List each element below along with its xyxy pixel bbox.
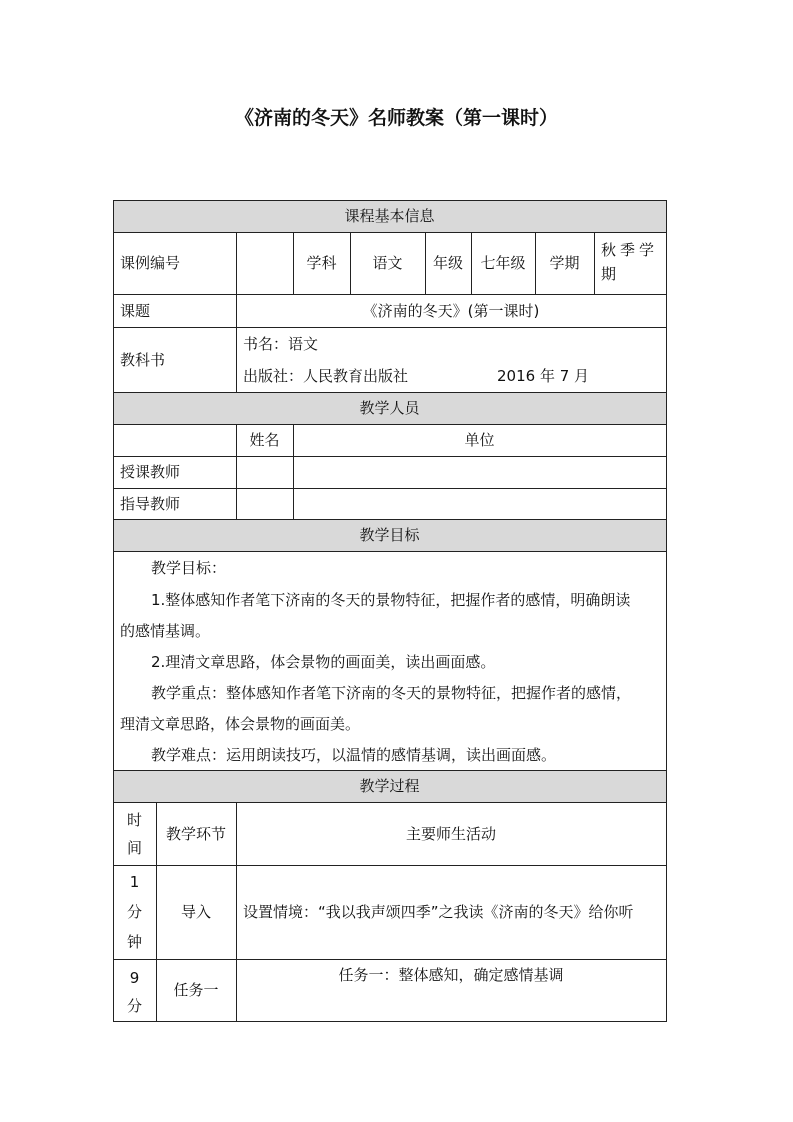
subject-value: 语文	[372, 254, 403, 272]
topic-label: 课题	[120, 301, 151, 320]
key-points: 教学重点：整体感知作者笔下济南的冬天的景物特征，把握作者的感情，	[151, 684, 632, 702]
row2-step: 任务一	[173, 981, 219, 999]
goal-item-1: 1.整体感知作者笔下济南的冬天的景物特征，把握作者的感情，明确朗读	[151, 591, 631, 609]
term-value: 秋季学 期	[601, 241, 659, 283]
staff-name-header: 姓名	[249, 431, 280, 449]
case-no-label: 课例编号	[120, 254, 181, 272]
row1-time: 1 分 钟	[126, 873, 142, 951]
textbook-publisher: 出版社：人民教育出版社	[243, 367, 409, 385]
row1-step: 导入	[180, 903, 211, 921]
goal-item-2: 2.理清文章思路，体会景物的画面美，读出画面感。	[151, 653, 496, 671]
step-header: 教学环节	[165, 824, 226, 843]
section-title: 教学目标	[359, 526, 420, 544]
section-title: 课程基本信息	[344, 207, 435, 225]
key-points-cont: 理清文章思路，体会景物的画面美。	[120, 715, 361, 733]
textbook-pub-date: 2016 年 7 月	[497, 367, 590, 385]
row2-time: 9 分	[126, 969, 142, 1015]
goals-heading: 教学目标：	[151, 559, 227, 577]
topic-value: 《济南的冬天》(第一课时)	[362, 301, 540, 320]
subject-label: 学科	[306, 254, 337, 272]
grade-value: 七年级	[480, 254, 526, 272]
difficult-points: 教学难点：运用朗读技巧，以温情的感情基调，读出画面感。	[151, 746, 557, 764]
goal-item-1-cont: 的感情基调。	[120, 622, 211, 640]
textbook-label: 教科书	[120, 350, 166, 369]
time-header: 时 间	[126, 810, 142, 857]
textbook-name: 书名：语文	[243, 335, 319, 353]
teacher-label: 授课教师	[120, 463, 181, 481]
term-label: 学期	[549, 254, 580, 272]
grade-label: 年级	[432, 254, 463, 272]
activity-header: 主要师生活动	[405, 824, 496, 843]
section-title: 教学过程	[359, 777, 420, 795]
section-header-process	[113, 770, 666, 802]
section-header-basic-info	[113, 200, 666, 232]
document-title: 《济南的冬天》名师教案（第一课时）	[234, 107, 558, 129]
section-header-staff	[113, 392, 666, 424]
case-no-value	[236, 232, 293, 294]
row2-activity: 任务一：整体感知，确定感情基调	[338, 966, 564, 984]
advisor-label: 指导教师	[120, 494, 181, 513]
section-header-goals	[113, 519, 666, 551]
staff-unit-header: 单位	[464, 431, 495, 449]
section-title: 教学人员	[359, 399, 420, 417]
row1-activity: 设置情境：“我以我声颂四季”之我读《济南的冬天》给你听	[243, 903, 634, 921]
